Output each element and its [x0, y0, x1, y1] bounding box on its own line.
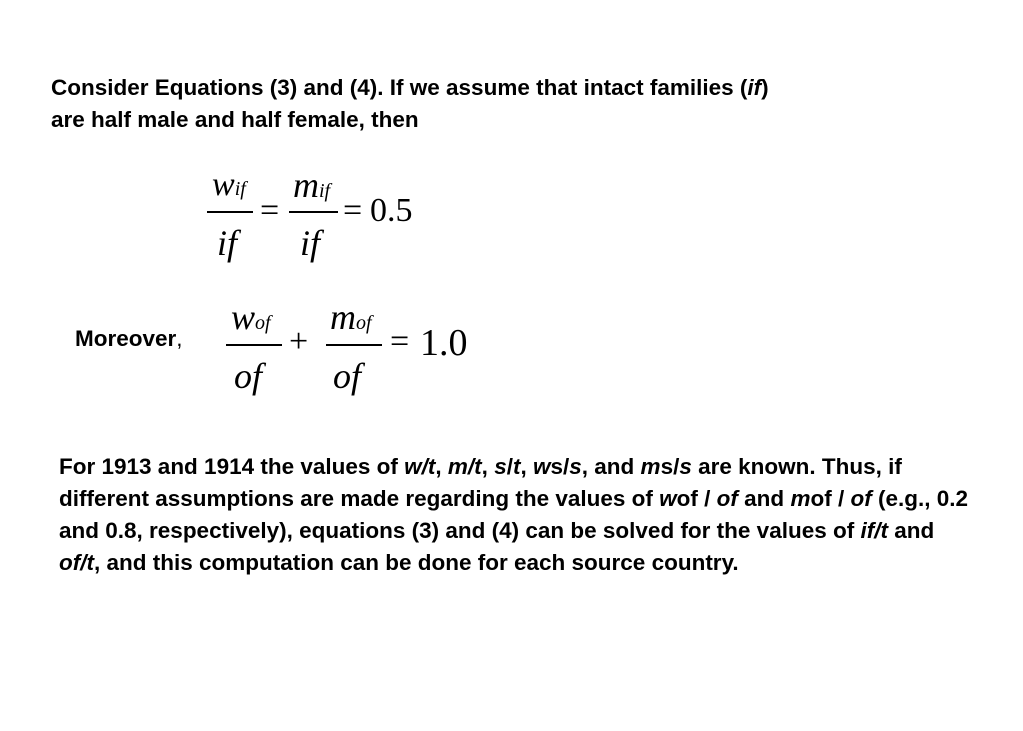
eq2-den1: of — [234, 356, 263, 396]
intro-text-line2: are half male and half female, then — [51, 107, 419, 132]
intro-italic-if: if — [747, 75, 762, 100]
eq1-fraction-bar-2 — [289, 211, 338, 213]
body-text: , — [435, 454, 448, 479]
body-text: For 1913 and 1914 the values of — [59, 454, 405, 479]
body-italic: of — [850, 486, 872, 511]
body-italic: m — [640, 454, 661, 479]
eq2-plus: + — [289, 323, 309, 360]
intro-text-b: ) — [761, 75, 769, 100]
body-text: s/ — [550, 454, 570, 479]
eq2-result: 1.0 — [420, 322, 468, 364]
eq1-equals-a: = — [260, 192, 280, 229]
body-text: and — [887, 518, 935, 543]
body-italic: s — [569, 454, 582, 479]
body-italic: m/t — [447, 454, 482, 479]
eq1-result: 0.5 — [370, 192, 413, 229]
eq2-equals: = — [390, 323, 410, 360]
eq2-num2: mof — [330, 297, 372, 337]
body-italic: w — [532, 454, 551, 479]
eq1-num2: mif — [293, 165, 331, 205]
body-text: of / — [810, 486, 851, 511]
moreover-label: Moreover, — [75, 326, 183, 351]
body-text: of / — [676, 486, 717, 511]
eq2-fraction-bar-1 — [226, 344, 282, 346]
eq1-den1: if — [217, 223, 238, 263]
body-text: , and this computation can be done for each source country. — [93, 550, 739, 575]
body-text: , — [481, 454, 495, 479]
body-italic: w/t — [404, 454, 436, 479]
body-text: (e.g., 0.2 and 0.8, respectively), equations (3) and (4) can be solved for the values of — [59, 486, 968, 543]
body-italic: t — [512, 454, 521, 479]
body-text: / — [506, 454, 513, 479]
eq2-num1: wof — [231, 297, 271, 337]
eq1-den2: if — [300, 223, 321, 263]
intro-text-a: Consider Equations (3) and (4). If we assume that intact families ( — [51, 75, 748, 100]
eq2-den2: of — [333, 356, 362, 396]
eq1-num1: wif — [212, 166, 246, 203]
eq2-fraction-bar-2 — [326, 344, 382, 346]
body-italic: m — [790, 486, 811, 511]
intro-paragraph — [51, 72, 951, 136]
body-italic: of — [716, 486, 738, 511]
body-text: and — [737, 486, 791, 511]
body-italic: s — [679, 454, 692, 479]
body-italic: s — [494, 454, 507, 479]
eq1-equals-b: = — [343, 192, 363, 229]
body-italic: if/t — [860, 518, 888, 543]
body-text: are known. Thus, if different assumptions are made regarding the values of — [59, 454, 902, 511]
body-paragraph — [59, 451, 979, 579]
eq1-fraction-bar-1 — [207, 211, 253, 213]
body-text: , — [520, 454, 533, 479]
body-italic: of/t — [59, 550, 94, 575]
body-italic: w — [659, 486, 677, 511]
body-text: , and — [581, 454, 641, 479]
body-text: s/ — [660, 454, 680, 479]
